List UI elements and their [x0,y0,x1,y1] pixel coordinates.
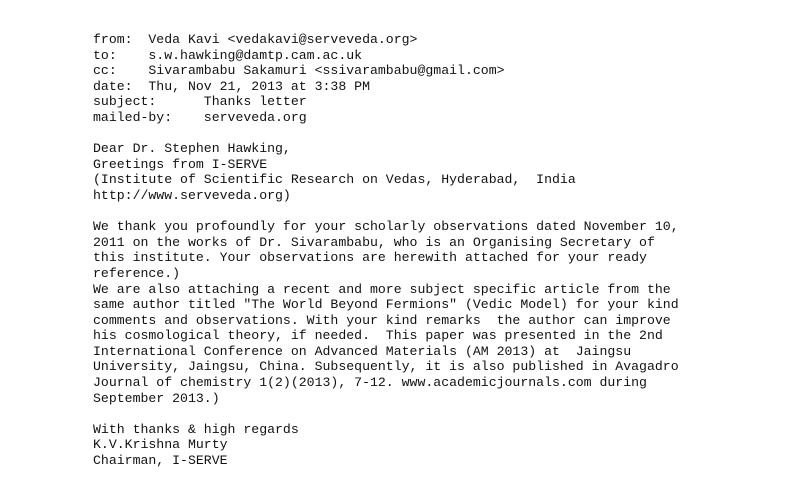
salutation: Dear Dr. Stephen Hawking, [93,141,291,157]
signer-title: Chairman, I-SERVE [93,453,228,469]
greeting-line: Greetings from I-SERVE [93,156,268,172]
body-line: his cosmological theory, if needed. This paper was presented in the 2nd [93,328,663,344]
body-line: same author titled "The World Beyond Fermions" (Vedic Model) for your kind [93,297,679,313]
to-line: to: s.w.hawking@damtp.cam.ac.uk [93,47,363,63]
signer-name: K.V.Krishna Murty [93,437,228,453]
from-line: from: Veda Kavi <vedakavi@serveveda.org> [93,32,418,47]
body-paragraph-1 [93,219,798,281]
body-line: University, Jaingsu, China. Subsequently, it is also published in Avagadro [93,359,679,375]
date-line: date: Thu, Nov 21, 2013 at 3:38 PM [93,78,370,94]
body-line: comments and observations. With your kind remarks the author can improve [93,312,671,328]
body-paragraph-2 [93,282,798,407]
institute-name: (Institute of Scientific Research on Vedas, Hyderabad, India [93,172,576,188]
body-line: reference.) [93,265,181,281]
body-line: International Conference on Advanced Materials (AM 2013) at Jaingsu [93,343,632,359]
mailed-by-line: mailed-by: serveveda.org [93,109,307,125]
body-line: September 2013.) [93,390,220,406]
body-line: We thank you profoundly for your scholarly observations dated November 10, [93,219,679,235]
body-line: We are also attaching a recent and more subject specific article from the [93,281,671,297]
body-line: Journal of chemistry 1(2)(2013), 7-12. www.academicjournals.com during [93,375,647,391]
closing-line: With thanks & high regards [93,421,299,437]
email-letter [93,32,798,469]
body-line: 2011 on the works of Dr. Sivarambabu, who is an Organising Secretary of [93,234,655,250]
email-header [93,32,798,126]
signoff-block [93,422,798,469]
institute-url: http://www.serveveda.org) [93,187,291,203]
cc-line: cc: Sivarambabu Sakamuri <ssivarambabu@gmail.com> [93,63,505,79]
greeting-block [93,141,798,203]
body-line: this institute. Your observations are herewith attached for your ready [93,250,647,266]
subject-line: subject: Thanks letter [93,94,307,110]
